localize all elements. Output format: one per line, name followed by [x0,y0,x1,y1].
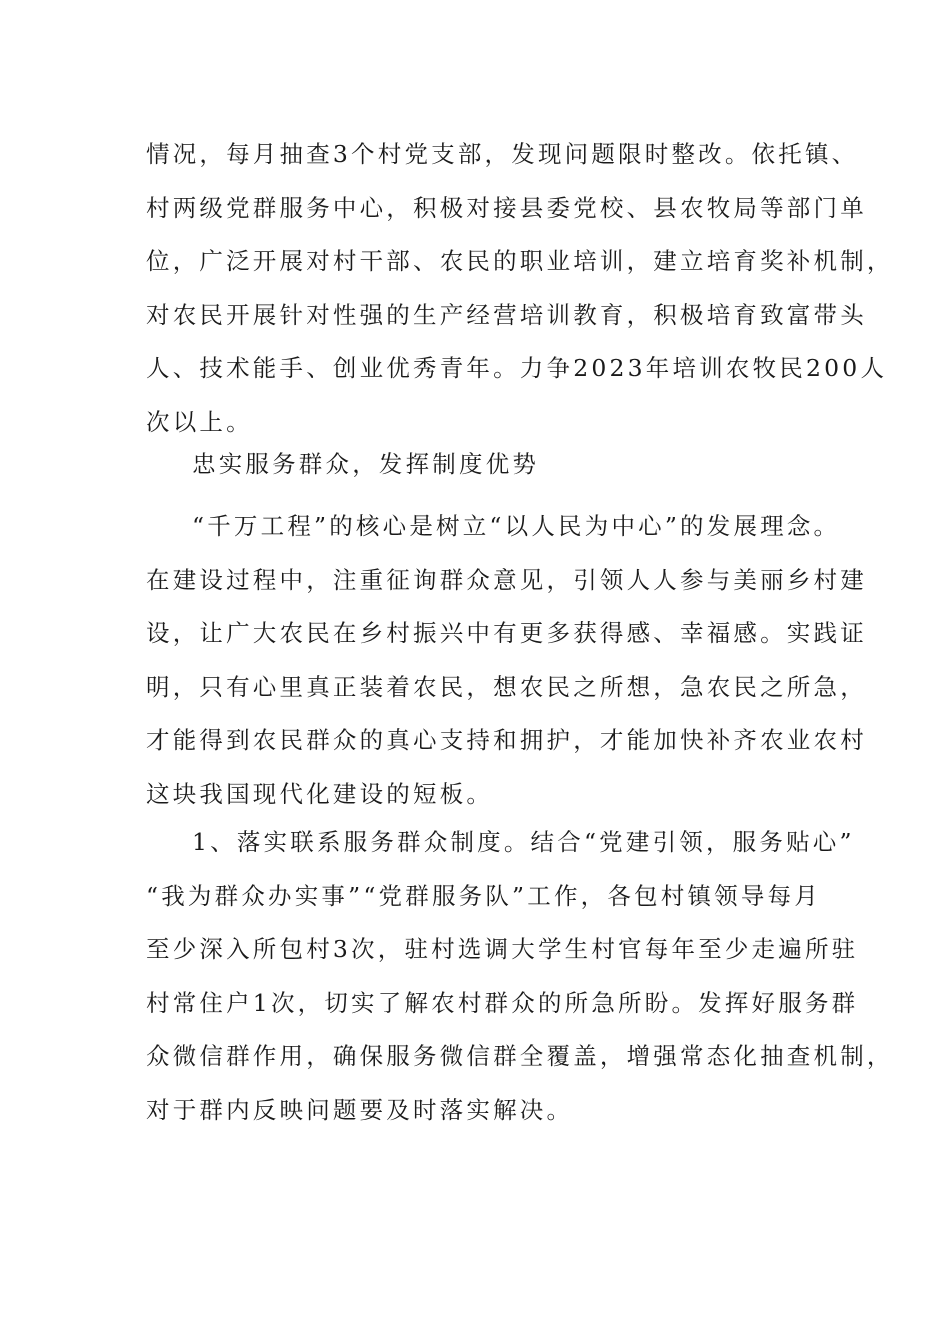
paragraph-thousand-project [146,500,867,821]
text-line: “我为群众办实事”“党群服务队”工作，各包村镇领导每月 [146,881,821,910]
text-line: 对农民开展针对性强的生产经营培训教育，积极培育致富带头 [146,300,867,329]
heading-text: 忠实服务群众，发挥制度优势 [192,450,540,478]
text-line: 位，广泛开展对村干部、农民的职业培训，建立培育奖补机制， [146,247,894,275]
text-line: 众微信群作用，确保服务微信群全覆盖，增强常态化抽查机制， [146,1042,894,1070]
text-line: 在建设过程中，注重征询群众意见，引领人人参与美丽乡村建 [146,565,867,594]
text-line: 村两级党群服务中心，积极对接县委党校、县农牧局等部门单 [146,193,867,222]
text-line: 情况，每月抽查3个村党支部，发现问题限时整改。依托镇、 [146,140,859,168]
text-line: 这块我国现代化建设的短板。 [146,779,494,808]
text-line: 明，只有心里真正装着农民，想农民之所想，急农民之所急， [146,672,867,701]
section-heading [146,438,806,492]
text-line: 才能得到农民群众的真心支持和拥护，才能加快补齐农业农村 [146,726,867,754]
text-line: “千万工程”的核心是树立“以人民为中心”的发展理念。 [192,512,841,540]
text-line: 人、技术能手、创业优秀青年。力争2023年培训农牧民200人 [146,354,888,382]
text-line: 至少深入所包村3次，驻村选调大学生村官每年至少走遍所驻 [146,935,859,963]
text-line: 村常住户1次，切实了解农村群众的所急所盼。发挥好服务群 [146,988,859,1017]
paragraph-training [146,128,894,449]
text-line: 设，让广大农民在乡村振兴中有更多获得感、幸福感。实践证 [146,619,867,647]
text-line: 1、落实联系服务群众制度。结合“党建引领，服务贴心” [192,828,855,856]
paragraph-contact-system [146,816,894,1137]
text-line: 对于群内反映问题要及时落实解决。 [146,1095,574,1124]
text-line: 次以上。 [146,407,253,436]
